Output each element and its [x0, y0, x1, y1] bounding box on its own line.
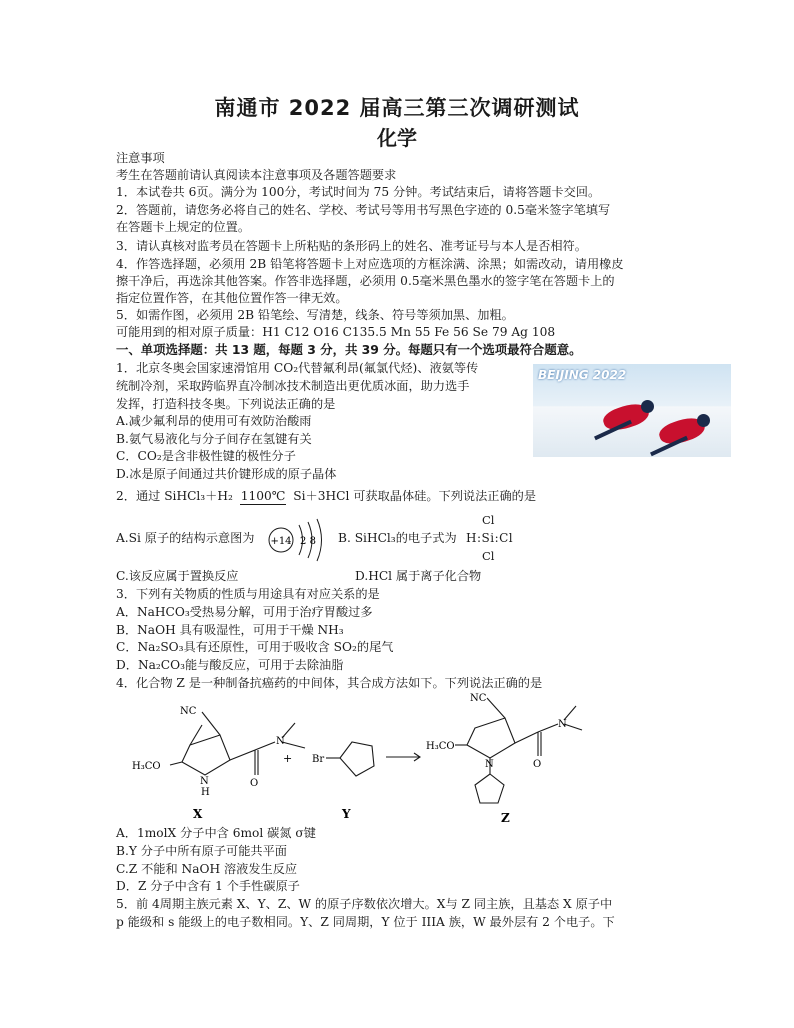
- q1-option-a: A.减少氟利昂的使用可有效防治酸雨: [116, 414, 312, 428]
- notice-line: 考生在答题前请认真阅读本注意事项及各题答题要求: [116, 168, 397, 182]
- q3-option-a: A．NaHCO₃受热易分解，可用于治疗胃酸过多: [116, 605, 373, 619]
- atom-label: H: [201, 787, 210, 798]
- speed-skating-photo: [533, 364, 731, 457]
- notice-line: 5．如需作图，必须用 2B 铅笔绘、写清楚，线条、符号等须加黑、加粗。: [116, 308, 514, 322]
- atom-label: N: [485, 759, 494, 770]
- notice-line: 擦干净后，再选涂其他答案。作答非选择题，必须用 0.5毫米黑色墨水的签字笔在答题卡上的: [116, 274, 615, 288]
- notice-line: 4．作答选择题，必须用 2B 铅笔将答题卡上对应选项的方框涂满、涂黑；如需改动，请用橡皮: [116, 257, 624, 271]
- atom-label: O: [533, 759, 542, 770]
- q3-option-b: B．NaOH 具有吸湿性，可用于干燥 NH₃: [116, 623, 344, 637]
- lewis-top: Cl: [482, 513, 495, 527]
- nucleus-charge: +14: [270, 536, 292, 547]
- q4-option-a: A．1molX 分子中含 6mol 碳氮 σ键: [116, 826, 316, 840]
- q1-option-c: C．CO₂是含非极性键的极性分子: [116, 449, 296, 463]
- q2-option-c: C.该反应属于置换反应: [116, 569, 239, 583]
- q3-stem: 3．下列有关物质的性质与用途具有对应关系的是: [116, 587, 380, 601]
- atom-label: N: [200, 776, 209, 787]
- atom-label: O: [250, 778, 259, 789]
- molecule-x: [170, 712, 305, 775]
- q1-stem: 1．北京冬奥会国家速滑馆用 CO₂代替氟利昂(氟氯代烃)、液氨等传: [116, 361, 479, 375]
- skater-helmet: [697, 414, 710, 427]
- atom-label: Br: [312, 754, 325, 765]
- notice-line: 指定位置作答，在其他位置作答一律无效。: [116, 291, 348, 305]
- q1-option-b: B.氨气易液化与分子间存在氢键有关: [116, 432, 312, 446]
- notice-line: 2．答题前，请您务必将自己的姓名、学校、考试号等用书写黑色字迹的 0.5毫米签字笔填写: [116, 203, 611, 217]
- lewis-bottom: Cl: [482, 549, 495, 563]
- skater-helmet: [641, 400, 654, 413]
- atom-label: H₃CO: [426, 741, 455, 752]
- synthesis-scheme: [130, 690, 690, 825]
- atom-label: NC: [470, 693, 487, 704]
- q3-option-c: C．Na₂SO₃具有还原性，可用于吸收含 SO₂的尾气: [116, 640, 394, 654]
- q2-stem-part: Si＋3HCl 可获取晶体硅。下列说法正确的是: [293, 489, 537, 503]
- si-atom-structure-diagram: [266, 513, 330, 563]
- q5-stem: 5．前 4周期主族元素 X、Y、Z、W 的原子序数依次增大。X与 Z 同主族，且基态 X 原子中: [116, 897, 613, 911]
- beijing-2022-logo: BEIJING 2022: [538, 368, 627, 382]
- q2-stem-part: 2．通过 SiHCl₃＋H₂: [116, 489, 233, 503]
- molecule-z: [455, 698, 582, 803]
- notice-line: 在答题卡上规定的位置。: [116, 220, 251, 234]
- plus-sign: +: [283, 752, 293, 765]
- compound-label-x: X: [193, 807, 203, 821]
- q1-stem: 发挥，打造科技冬奥。下列说法正确的是: [116, 397, 336, 411]
- q2-option-a: A.Si 原子的结构示意图为: [116, 531, 255, 545]
- notice-line: 1．本试卷共 6页。满分为 100分，考试时间为 75 分钟。考试结束后，请将答题卡交回。: [116, 185, 601, 199]
- atom-label: H₃CO: [132, 761, 161, 772]
- notice-line: 3．请认真核对监考员在答题卡上所粘贴的条形码上的姓名、准考证号与本人是否相符。: [116, 239, 587, 253]
- q4-option-c: C.Z 不能和 NaOH 溶液发生反应: [116, 862, 298, 876]
- subject-title: 化学: [377, 126, 417, 150]
- lewis-middle: H:Si:Cl: [466, 531, 514, 545]
- q5-stem: p 能级和 s 能级上的电子数相同。Y、Z 同周期，Y 位于 IIIA 族，W 最外层有 2 个电子。下: [116, 915, 615, 929]
- exam-title: 南通市 2022 届高三第三次调研测试: [214, 96, 580, 120]
- atomic-masses: 可能用到的相对原子质量：H1 C12 O16 C135.5 Mn 55 Fe 56 Se 79 Ag 108: [116, 325, 556, 339]
- compound-label-y: Y: [342, 807, 351, 821]
- q1-option-d: D.冰是原子间通过共价键形成的原子晶体: [116, 467, 337, 481]
- molecule-y: [326, 742, 374, 776]
- atom-label: N: [558, 719, 567, 730]
- q4-option-d: D．Z 分子中含有 1 个手性碳原子: [116, 879, 300, 893]
- q1-stem: 统制冷剂，采取跨临界直冷制冰技术制造出更优质冰面，助力选手: [116, 379, 470, 393]
- notice-heading: 注意事项: [116, 151, 165, 165]
- atom-label: NC: [180, 706, 197, 717]
- q4-stem: 4．化合物 Z 是一种制备抗癌药的中间体，其合成方法如下。下列说法正确的是: [116, 676, 543, 690]
- q2-option-b: B. SiHCl₃的电子式为: [338, 531, 457, 545]
- q4-option-b: B.Y 分子中所有原子可能共平面: [116, 844, 287, 858]
- compound-label-z: Z: [501, 811, 510, 825]
- q3-option-d: D．Na₂CO₃能与酸反应，可用于去除油脂: [116, 658, 344, 672]
- q2-option-d: D.HCl 属于离子化合物: [355, 569, 482, 583]
- q2-stem: [116, 488, 536, 505]
- electron-shells: 2 8: [300, 536, 316, 547]
- reaction-condition: 1100℃: [240, 489, 286, 503]
- atom-label: N: [276, 736, 285, 747]
- reaction-arrow: [386, 753, 420, 761]
- section-heading: 一、单项选择题：共 13 题，每题 3 分，共 39 分。每题只有一个选项最符合题意。: [116, 342, 582, 357]
